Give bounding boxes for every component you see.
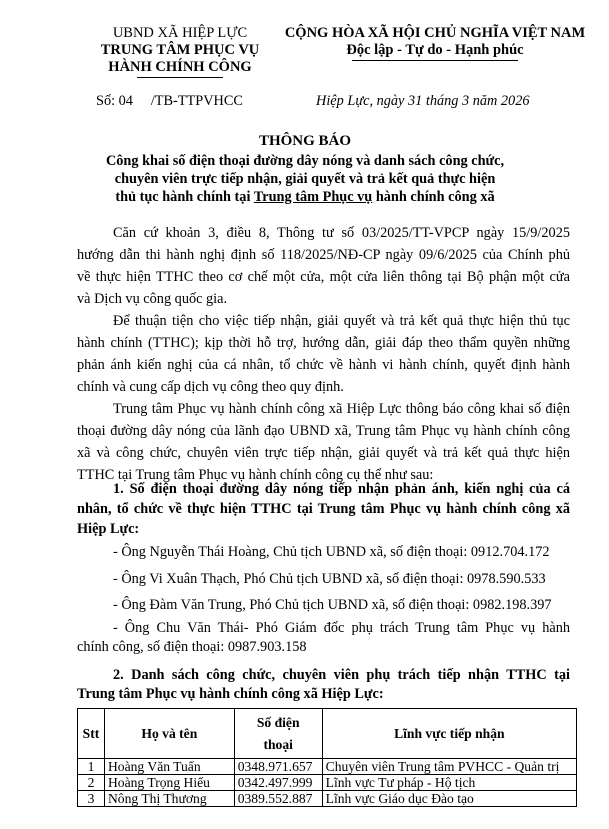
table-header-row — [78, 709, 577, 759]
motto-underline — [352, 60, 518, 61]
s2-line-2: Trung tâm Phục vụ hành chính công xã Hiệp Lực: — [77, 686, 384, 702]
p1-line-3: về thực hiện TTHC theo cơ chế một cửa, một cửa liên thông tại Bộ phận một cửa — [77, 269, 570, 285]
s1-line-1: 1. Số điện thoại đường dây nóng tiếp nhận phản ánh, kiến nghị của cá — [113, 481, 570, 497]
doc-title: THÔNG BÁO — [258, 133, 352, 149]
paragraph-legal-basis — [77, 222, 570, 310]
p3-line-1: Trung tâm Phục vụ hành chính công xã Hiệp Lực thông báo công khai số điện — [113, 401, 570, 417]
subtitle-line-1: Công khai số điện thoại đường dây nóng và danh sách công chức, — [105, 153, 505, 169]
cell-phone: 0348.971.657 — [234, 759, 322, 775]
country-name: CỘNG HÒA XÃ HỘI CHỦ NGHĨA VIỆT NAM — [284, 25, 586, 41]
subtitle-line-2: chuyên viên trực tiếp nhận, giải quyết và trả kết quả thực hiện — [114, 171, 496, 187]
p2-line-3: phản ánh kiến nghị của cá nhân, tổ chức về hành vi hành chính, quyết định hành — [77, 357, 570, 373]
p3-line-2: thoại đường dây nóng của lãnh đạo UBND xã, Trung tâm Phục vụ hành chính công — [77, 423, 570, 439]
staff-table — [77, 708, 577, 807]
p2-line-1: Để thuận tiện cho việc tiếp nhận, giải quyết và trả kết quả thực hiện thủ tục — [113, 313, 570, 329]
cell-name: Hoàng Trọng Hiếu — [104, 775, 234, 791]
col-header-phone: Số điện thoại — [234, 709, 322, 759]
hotline-4-line-1: - Ông Chu Văn Thái- Phó Giám đốc phụ trách Trung tâm Phục vụ hành — [113, 620, 570, 636]
paragraph-purpose — [77, 310, 570, 398]
issuer-block — [80, 25, 280, 76]
col-header-field: Lĩnh vực tiếp nhận — [322, 709, 576, 759]
cell-phone: 0389.552.887 — [234, 791, 322, 807]
issuer-line-1: UBND XÃ HIỆP LỰC — [112, 25, 248, 41]
p3-line-4: TTHC tại Trung tâm Phục vụ hành chính công cụ thể như sau: — [77, 467, 434, 483]
s1-line-2: nhân, tổ chức về thực hiện TTHC tại Trung tâm Phục vụ hành chính công xã — [77, 501, 570, 517]
p1-line-2: hướng dẫn thi hành nghị định số 118/2025/NĐ-CP ngày 09/6/2025 của Chính phủ — [77, 247, 570, 263]
cell-stt: 1 — [78, 759, 105, 775]
section-1-heading — [77, 479, 570, 539]
col-header-stt: Stt — [78, 709, 105, 759]
cell-field: Lĩnh vực Giáo dục Đào tạo — [322, 791, 576, 807]
s1-line-3: Hiệp Lực: — [77, 521, 140, 537]
date-place: Hiệp Lực, ngày 31 tháng 3 năm 2026 — [316, 93, 530, 109]
doc-number: Số: 04 /TB-TTPVHCC — [96, 93, 243, 109]
hotline-item: - Ông Vi Xuân Thạch, Phó Chủ tịch UBND xã, số điện thoại: 0978.590.533 — [113, 571, 546, 587]
col-header-name: Họ và tên — [104, 709, 234, 759]
hotline-item — [77, 619, 570, 657]
table-row — [78, 759, 577, 775]
table-row — [78, 775, 577, 791]
issuer-line-3: HÀNH CHÍNH CÔNG — [108, 59, 252, 75]
cell-phone: 0342.497.999 — [234, 775, 322, 791]
cell-field: Lĩnh vực Tư pháp - Hộ tịch — [322, 775, 576, 791]
cell-name: Hoàng Văn Tuấn — [104, 759, 234, 775]
subtitle-line-3: thủ tục hành chính tại Trung tâm Phục vụ hành chính công xã — [115, 189, 495, 205]
p3-line-3: xã và công chức, chuyên viên trực tiếp nhận, giải quyết và trả kết quả thực hiện — [77, 445, 570, 461]
hotline-4-line-2: chính công, số điện thoại: 0987.903.158 — [77, 639, 307, 655]
p2-line-2: hành chính (TTHC); kịp thời hỗ trợ, hướng dẫn, giải đáp theo thẩm quyền những — [77, 335, 570, 351]
paragraph-announcement — [77, 398, 570, 486]
p1-line-1: Căn cứ khoản 3, điều 8, Thông tư số 03/2025/TT-VPCP ngày 15/9/2025 — [113, 225, 570, 241]
doc-subtitle — [60, 152, 550, 206]
cell-field: Chuyên viên Trung tâm PVHCC - Quản trị — [322, 759, 576, 775]
p2-line-4: chính và cung cấp dịch vụ công theo quy định. — [77, 379, 344, 395]
cell-stt: 3 — [78, 791, 105, 807]
hotline-item: - Ông Nguyễn Thái Hoàng, Chủ tịch UBND xã, số điện thoại: 0912.704.172 — [113, 544, 550, 560]
issuer-line-2: TRUNG TÂM PHỤC VỤ — [100, 42, 260, 58]
cell-name: Nông Thị Thương — [104, 791, 234, 807]
issuer-underline — [137, 77, 223, 78]
motto: Độc lập - Tự do - Hạnh phúc — [346, 42, 524, 58]
national-motto-block — [280, 25, 590, 59]
hotline-item: - Ông Đàm Văn Trung, Phó Chủ tịch UBND xã, số điện thoại: 0982.198.397 — [113, 597, 552, 613]
section-2-heading — [77, 666, 570, 704]
table-row — [78, 791, 577, 807]
cell-stt: 2 — [78, 775, 105, 791]
s2-line-1: 2. Danh sách công chức, chuyên viên phụ trách tiếp nhận TTHC tại — [113, 667, 570, 683]
subtitle-underlined-name: Trung tâm Phục vụ — [253, 189, 373, 205]
p1-line-4: và Dịch vụ công quốc gia. — [77, 291, 228, 307]
